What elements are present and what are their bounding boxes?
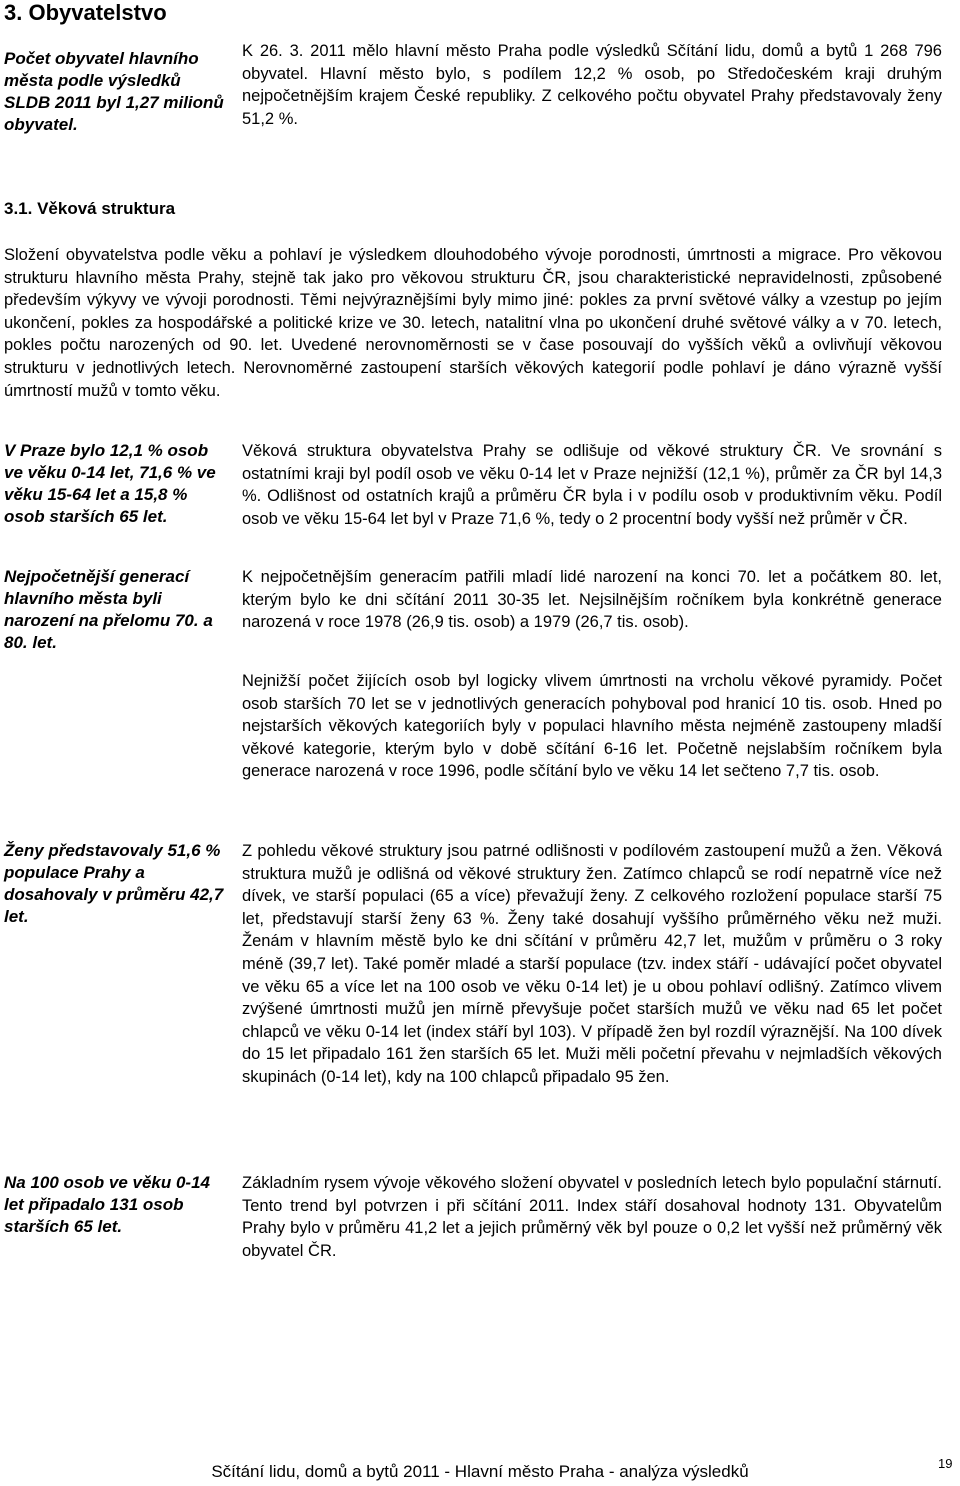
- chapter-heading: 3. Obyvatelstvo: [4, 0, 167, 25]
- page-number: 19: [938, 1456, 953, 1471]
- paragraph-gender-differences: Z pohledu věkové struktury jsou patrné odlišnosti v podílovém zastoupení mužů a žen. Věková struktura mužů je odlišná od věkové struktury žen. Zatímco chlapců se rodí nepatrně více než dívek, ve starší populaci (65 a více) převažují ženy. Z celkového rozložení populace starší 75 let, představují starší ženy 63 %. Ženy také dosahují vyššího průměrného věku než muži. Ženám v hlavním městě bylo ke dni sčítání v průměru 42,7 let, mužům v průměru o 3 roky méně (39,7 let). Také poměr mladé a starší populace (tzv. index stáří - udávající počet obyvatel ve věku 65 a více let na 100 osob ve věku 0-14 let) je u obou pohlaví odlišný. Zatímco vlivem zvýšené úmrtnosti mužů jen mírně převyšuje počet starších mužů ve věku nad 65 let počet chlapců ve věku 0-14 let (index stáří byl 103). V případě žen byl rozdíl výraznější. Na 100 dívek do 15 let připadalo 161 žen starších 65 let. Muži měli početní převahu v nejmladších věkových skupinách (0-14 let), kdy na 100 chlapců připadalo 95 žen.: [242, 842, 942, 1086]
- intro-paragraph: K 26. 3. 2011 mělo hlavní město Praha podle výsledků Sčítání lidu, domů a bytů 1 268 796 obyvatel. Hlavní město bylo, s podílem 12,2 % osob, po Středočeském kraji druhým nejpočetnějším krajem České republiky. Z celkového počtu obyvatel Prahy představovaly ženy 51,2 %.: [242, 42, 942, 128]
- paragraph-age-structure: Věková struktura obyvatelstva Prahy se odlišuje od věkové struktury ČR. Ve srovnání s ostatními kraji byl podíl osob ve věku 0-14 let v Praze nejnižší (12,1 %), průměr za ČR byl 14,3 %. Odlišnost od ostatních krajů a průměru ČR byla i v podílu osob v produktivním věku. Podíl osob ve věku 15-64 let byl v Praze 71,6 %, tedy o 2 procentní body vyšší než průměr v ČR.: [242, 442, 942, 528]
- page-footer: Sčítání lidu, domů a bytů 2011 - Hlavní město Praha - analýza výsledků: [211, 1462, 749, 1481]
- sidebar-note-age-groups: V Praze bylo 12,1 % osob ve věku 0-14 let, 71,6 % ve věku 15-64 let a 15,8 % osob starších 65 let.: [4, 441, 216, 526]
- sidebar-note-women: Ženy představovaly 51,6 % populace Prahy a dosahovaly v průměru 42,7 let.: [4, 841, 224, 926]
- section-lead-paragraph: Složení obyvatelstva podle věku a pohlaví je výsledkem dlouhodobého vývoje porodnosti, úmrtnosti a migrace. Pro věkovou strukturu hlavního města Prahy, stejně tak jako pro věkovou strukturu ČR, jsou charakteristické nepravidelnosti, způsobené především výkyvy ve vývoji porodnosti. Těmi nejvýraznějšími byly mimo jiné: pokles za první světové války a vzestup po jejím ukončení, pokles za hospodářské a politické krize ve 30. letech, natalitní vlna po ukončení druhé světové války a v 70. letech, pokles počtu narozených od 90. let. Uvedené nerovnoměrnosti se v čase posouvají do vyšších věků a ovlivňují věkovou strukturu v jednotlivých letech. Nerovnoměrné zastoupení starších věkových kategorií podle pohlaví je dáno výrazně vyšší úmrtností mužů v tomto věku.: [4, 246, 942, 400]
- paragraph-largest-generations: K nejpočetnějším generacím patřili mladí lidé narození na konci 70. let a počátkem 80. let, kterým bylo ke dni sčítání 2011 30-35 let. Nejsilnějším ročníkem byla konkrétně generace narozená v roce 1978 (26,9 tis. osob) a 1979 (26,7 tis. osob).: [242, 568, 942, 632]
- sidebar-note-largest-generation: Nejpočetnější generací hlavního města byli narození na přelomu 70. a 80. let.: [4, 567, 213, 652]
- sidebar-note-ageing-index: Na 100 osob ve věku 0-14 let připadalo 131 osob starších 65 let.: [4, 1173, 211, 1236]
- section-heading: 3.1. Věková struktura: [4, 199, 176, 218]
- paragraph-smallest-generations: Nejnižší počet žijících osob byl logicky vlivem úmrtnosti na vrcholu věkové pyramidy. Počet osob starších 70 let se v jednotlivých generacích pohyboval pod hranicí 10 tis. osob. Hned po nejstarších věkových kategoriích byly v populaci hlavního města nejméně zastoupeny mladší věkové kategorie, kterým bylo v době sčítání 6-16 let. Početně nejslabším ročníkem byla generace narozená v roce 1996, podle sčítání bylo ve věku 14 let sečteno 7,7 tis. osob.: [242, 672, 942, 781]
- sidebar-note-population: Počet obyvatel hlavního města podle výsledků SLDB 2011 byl 1,27 milionů obyvatel.: [4, 49, 224, 134]
- paragraph-population-ageing: Základním rysem vývoje věkového složení obyvatel v posledních letech bylo populační stárnutí. Tento trend byl potvrzen i při sčítání 2011. Index stáří dosahoval hodnoty 131. Obyvatelům Prahy bylo v průměru 41,2 let a jejich průměrný věk byl pouze o 0,2 let vyšší než průměrný věk obyvatel ČR.: [242, 1174, 942, 1260]
